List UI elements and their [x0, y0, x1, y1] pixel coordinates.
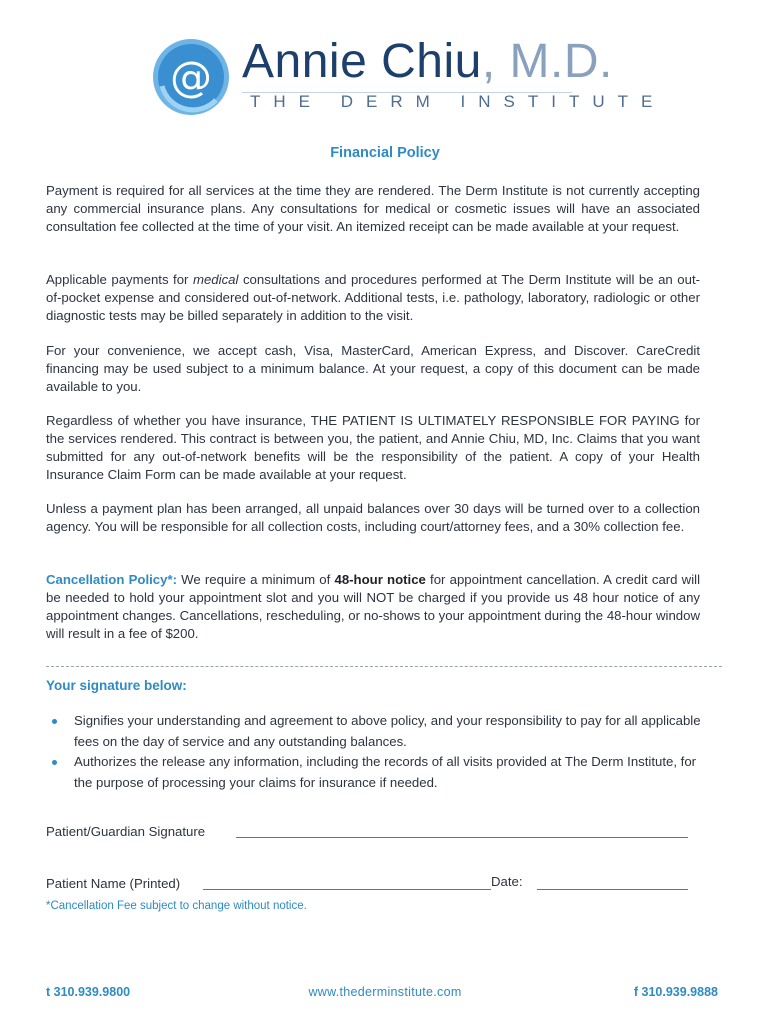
- collections-paragraph: Unless a payment plan has been arranged, all unpaid balances over 30 days will be turned over to a collection agency. You will be responsible for all collection costs, including court/attorney fees, and a 30% collection fee.: [46, 501, 700, 534]
- svg-text:@: @: [170, 52, 212, 101]
- page-title: Financial Policy: [330, 145, 440, 161]
- patient-responsibility-paragraph: Regardless of whether you have insurance, THE PATIENT IS ULTIMATELY RESPONSIBLE FOR PAYING for the services rendered. This contract is between you, the patient, and Annie Chiu, MD, Inc. Claims that you want submitted for any out-of-network benefits will be the responsibility of the patient. A copy of your Health Insurance Claim Form can be made available at your request.: [46, 413, 700, 482]
- practice-name: [242, 34, 613, 89]
- at-sign-logo-icon: [150, 36, 232, 118]
- footer-website: www.thederminstitute.com: [308, 985, 462, 999]
- p6-text-start: We require a minimum of: [176, 572, 335, 587]
- p2-text-end: consultations and procedures performed at The Derm Institute will be an out-of-pocket expense and considered out-of-network. Additional tests, i.e. pathology, laboratory, radiologic or other diagnostic tests may be billed separately in addition to the visit.: [46, 272, 700, 323]
- bullet-text: Authorizes the release any information, including the records of all visits provided at The Derm Institute, for the purpose of processing your claims for insurance if needed.: [74, 754, 697, 790]
- signature-field[interactable]: [236, 837, 688, 838]
- cancellation-label: Cancellation Policy*:: [46, 572, 177, 587]
- printed-name-label: Patient Name (Printed): [46, 876, 181, 891]
- payment-paragraph: Payment is required for all services at the time they are rendered. The Derm Institute is not currently accepting any commercial insurance plans. Any consultations for medical or cosmetic issues will have an associated consultation fee collected at the time of your visit. An itemized receipt can be made available at your request.: [46, 183, 700, 234]
- notice-bold: 48-hour notice: [334, 572, 426, 587]
- footer-phone: t 310.939.9800: [46, 985, 131, 999]
- date-label: Date:: [491, 874, 523, 889]
- applicable-payments-paragraph: [46, 271, 700, 325]
- signature-bullet-list: [46, 711, 706, 793]
- bullet-icon: [52, 719, 57, 724]
- doctor-credentials: , M.D.: [481, 35, 613, 88]
- practice-subtitle: THE DERM INSTITUTE: [250, 92, 666, 111]
- list-item: [46, 711, 706, 752]
- footer-fax: f 310.939.9888: [633, 985, 718, 999]
- bullet-text: Signifies your understanding and agreement to above policy, and your responsibility to pay for all applicable fees on the day of service and any outstanding balances.: [74, 713, 701, 749]
- signature-label: Patient/Guardian Signature: [46, 824, 206, 839]
- section-divider: [46, 666, 722, 667]
- date-field[interactable]: [537, 889, 688, 890]
- p2-emphasis: medical: [192, 272, 239, 287]
- cancellation-footnote: *Cancellation Fee subject to change without notice.: [46, 900, 307, 912]
- list-item: [46, 752, 706, 793]
- p6-text-end: for appointment cancellation. A credit card will be needed to hold your appointment slot and you will NOT be charged if you provide us 48 hour notice of any appointment changes. Cancellations, rescheduling, or no-shows to your appointment during the 48-hour window will result in a fee of $200.: [46, 572, 700, 641]
- doctor-name: Annie Chiu: [242, 35, 482, 88]
- p2-text-start: Applicable payments for: [46, 272, 193, 287]
- bullet-icon: [52, 760, 57, 765]
- printed-name-field[interactable]: [203, 889, 491, 890]
- payment-methods-paragraph: For your convenience, we accept cash, Visa, MasterCard, American Express, and Discover. CareCredit financing may be used subject to a minimum balance. At your request, a copy of this document can be made available to you.: [46, 343, 700, 394]
- cancellation-paragraph: [46, 571, 700, 643]
- logo: [150, 30, 666, 130]
- signature-heading: Your signature below:: [46, 678, 187, 693]
